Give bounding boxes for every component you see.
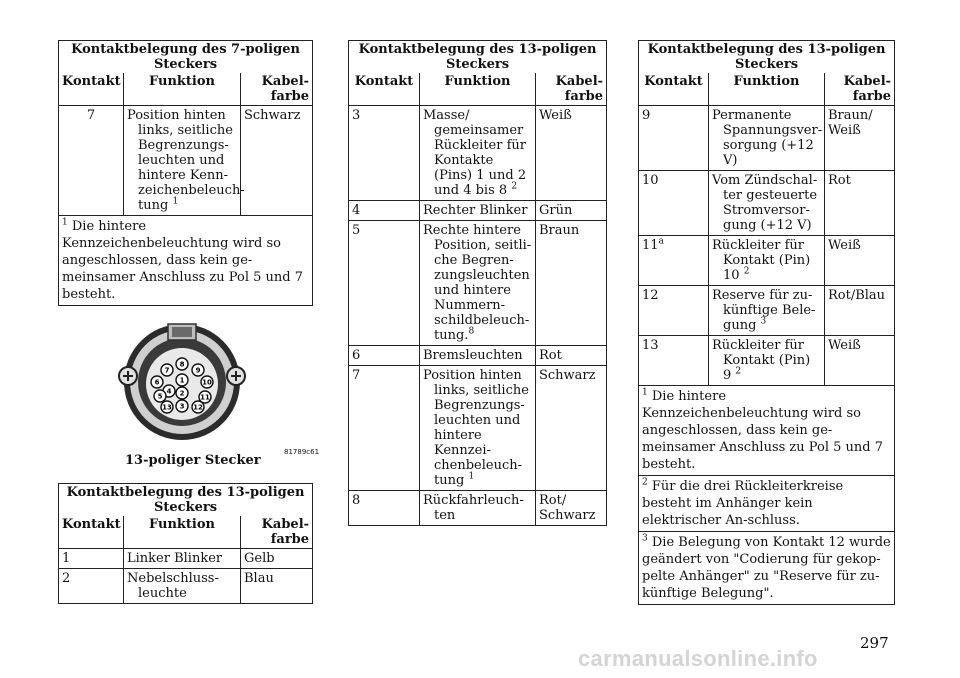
cell-kontakt: 6 <box>349 346 420 366</box>
table-row <box>349 221 607 346</box>
col-header-kabelfarbe: Kabel-farbe <box>536 73 607 106</box>
cell-kontakt: 9 <box>639 106 709 171</box>
cell-kabelfarbe: Weiß <box>536 106 607 201</box>
table-row <box>59 106 313 216</box>
connector-13-pin-diagram <box>118 318 246 442</box>
cell-funktion: Rückleiter für Kontakt (Pin) 10 $^2$ <box>709 236 825 286</box>
cell-kontakt: 8 <box>349 491 420 526</box>
cell-funktion: Bremsleuchten <box>420 346 536 366</box>
table-row <box>349 346 607 366</box>
cell-kabelfarbe: Rot <box>536 346 607 366</box>
footnote-row <box>639 386 895 476</box>
col-header-kabelfarbe: Kabel-farbe <box>241 516 313 549</box>
cell-kontakt: 3 <box>349 106 420 201</box>
cell-funktion: Rückfahrleuch-ten <box>420 491 536 526</box>
table-row <box>349 491 607 526</box>
table-row <box>639 236 895 286</box>
cell-funktion: Rechte hintere Position, seitli-che Begren-zungsleuchten und hintere Nummern-schildbeleuch-tung.$^8$ <box>420 221 536 346</box>
cell-kabelfarbe: Weiß <box>825 236 895 286</box>
cell-kabelfarbe: Rot/ Schwarz <box>536 491 607 526</box>
footnote-row <box>639 476 895 532</box>
pin-label-12: 12 <box>193 403 203 412</box>
cell-funktion: Masse/ gemeinsamer Rückleiter für Kontakte (Pins) 1 und 2 und 4 bis 8 $^2$ <box>420 106 536 201</box>
cell-funktion: Permanente Spannungsver-sorgung (+12 V) <box>709 106 825 171</box>
cell-funktion: Rückleiter für Kontakt (Pin) 9 $^2$ <box>709 336 825 386</box>
table-row <box>349 201 607 221</box>
col-header-funktion: Funktion <box>709 73 825 106</box>
pin-label-1: 1 <box>179 376 185 385</box>
col-header-funktion: Funktion <box>420 73 536 106</box>
table-title: Kontaktbelegung des 13-poligen Steckers <box>59 484 313 517</box>
table-13-pin-part-1-grid <box>58 483 313 604</box>
table-row <box>59 569 313 604</box>
pin-label-4: 4 <box>166 387 172 396</box>
table-13-pin-part-1 <box>58 483 312 604</box>
cell-funktion: Linker Blinker <box>124 549 241 569</box>
cell-funktion: Reserve für zu-künftige Bele-gung $^3$ <box>709 286 825 336</box>
figure-code: 81789c61 <box>284 448 320 456</box>
cell-kabelfarbe: Grün <box>536 201 607 221</box>
cell-funktion: Nebelschluss-leuchte <box>124 569 241 604</box>
cell-kontakt: 7 <box>59 106 124 216</box>
table-row <box>639 106 895 171</box>
pin-label-13: 13 <box>162 403 172 412</box>
footnote: $^1$ Die hintere Kennzeichenbeleuchtung wird so angeschlossen, dass kein ge-meinsamer Anschluss zu Pol 5 und 7 besteht. <box>59 216 313 306</box>
table-title: Kontaktbelegung des 13-poligen Steckers <box>639 41 895 74</box>
cell-kontakt: 2 <box>59 569 124 604</box>
cell-kontakt: 7 <box>349 366 420 491</box>
cell-kabelfarbe: Gelb <box>241 549 313 569</box>
table-title: Kontaktbelegung des 13-poligen Steckers <box>349 41 607 74</box>
table-13-pin-part-2-grid <box>348 40 607 526</box>
watermark: carmanualsonline.info <box>578 646 818 671</box>
pin-label-2: 2 <box>179 389 185 398</box>
cell-funktion: Position hinten links, seitliche Begrenzungs-leuchten und hintere Kenn-zeichenbeleuch-tung $^1$ <box>124 106 241 216</box>
col-header-kontakt: Kontakt <box>59 73 124 106</box>
cell-kabelfarbe: Schwarz <box>241 106 313 216</box>
cell-kontakt: 1 <box>59 549 124 569</box>
cell-kabelfarbe: Rot <box>825 171 895 236</box>
cell-kontakt: 13 <box>639 336 709 386</box>
footnote-row <box>59 216 313 306</box>
pin-label-10: 10 <box>202 378 212 387</box>
col-header-funktion: Funktion <box>124 73 241 106</box>
col-header-kontakt: Kontakt <box>59 516 124 549</box>
cell-kontakt: 5 <box>349 221 420 346</box>
cell-kontakt: 12 <box>639 286 709 336</box>
cell-kabelfarbe: Weiß <box>825 336 895 386</box>
pin-label-11: 11 <box>200 393 210 402</box>
table-row <box>349 106 607 201</box>
col-header-kontakt: Kontakt <box>639 73 709 106</box>
table-13-pin-part-2 <box>348 40 606 526</box>
table-row <box>639 336 895 386</box>
table-7-pin <box>58 40 312 306</box>
col-header-funktion: Funktion <box>124 516 241 549</box>
pin-label-6: 6 <box>154 378 160 387</box>
cell-kabelfarbe: Schwarz <box>536 366 607 491</box>
cell-kabelfarbe: Rot/Blau <box>825 286 895 336</box>
footnote-2: $^2$ Für die drei Rückleiterkreise besteht im Anhänger kein elektrischer An-schluss. <box>639 476 895 532</box>
table-13-pin-part-3 <box>638 40 894 605</box>
table-row <box>349 366 607 491</box>
table-title: Kontaktbelegung des 7-poligen Steckers <box>59 41 313 74</box>
footnote-3: $^3$ Die Belegung von Kontakt 12 wurde geändert von "Codierung für gekop-pelte Anhänger" zu "Reserve für zu-künftige Belegung". <box>639 532 895 605</box>
col-header-kabelfarbe: Kabel-farbe <box>241 73 313 106</box>
table-row <box>639 171 895 236</box>
pin-label-8: 8 <box>179 360 185 369</box>
cell-kabelfarbe: Braun <box>536 221 607 346</box>
footnote-row <box>639 532 895 605</box>
connector-caption: 13-poliger Stecker <box>125 453 261 468</box>
cell-funktion: Position hinten links, seitliche Begrenzungs-leuchten und hintere Kennzei-chenbeleuch-tung $^1$ <box>420 366 536 491</box>
cell-funktion: Vom Zündschal-ter gesteuerte Stromversor-gung (+12 V) <box>709 171 825 236</box>
table-row <box>639 286 895 336</box>
pin-label-5: 5 <box>157 392 163 401</box>
cell-kabelfarbe: Braun/ Weiß <box>825 106 895 171</box>
pin-label-9: 9 <box>195 366 201 375</box>
table-7-pin-grid <box>58 40 313 306</box>
col-header-kontakt: Kontakt <box>349 73 420 106</box>
pin-label-3: 3 <box>179 402 185 411</box>
col-header-kabelfarbe: Kabel-farbe <box>825 73 895 106</box>
pin-label-7: 7 <box>164 366 170 375</box>
cell-kabelfarbe: Blau <box>241 569 313 604</box>
page-number: 297 <box>860 634 889 652</box>
table-13-pin-part-3-grid <box>638 40 895 605</box>
cell-kontakt: 11$^a$ <box>639 236 709 286</box>
cell-kontakt: 4 <box>349 201 420 221</box>
cell-funktion: Rechter Blinker <box>420 201 536 221</box>
footnote-1: $^1$ Die hintere Kennzeichenbeleuchtung wird so angeschlossen, dass kein ge-meinsamer Anschluss zu Pol 5 und 7 besteht. <box>639 386 895 476</box>
cell-kontakt: 10 <box>639 171 709 236</box>
table-row <box>59 549 313 569</box>
